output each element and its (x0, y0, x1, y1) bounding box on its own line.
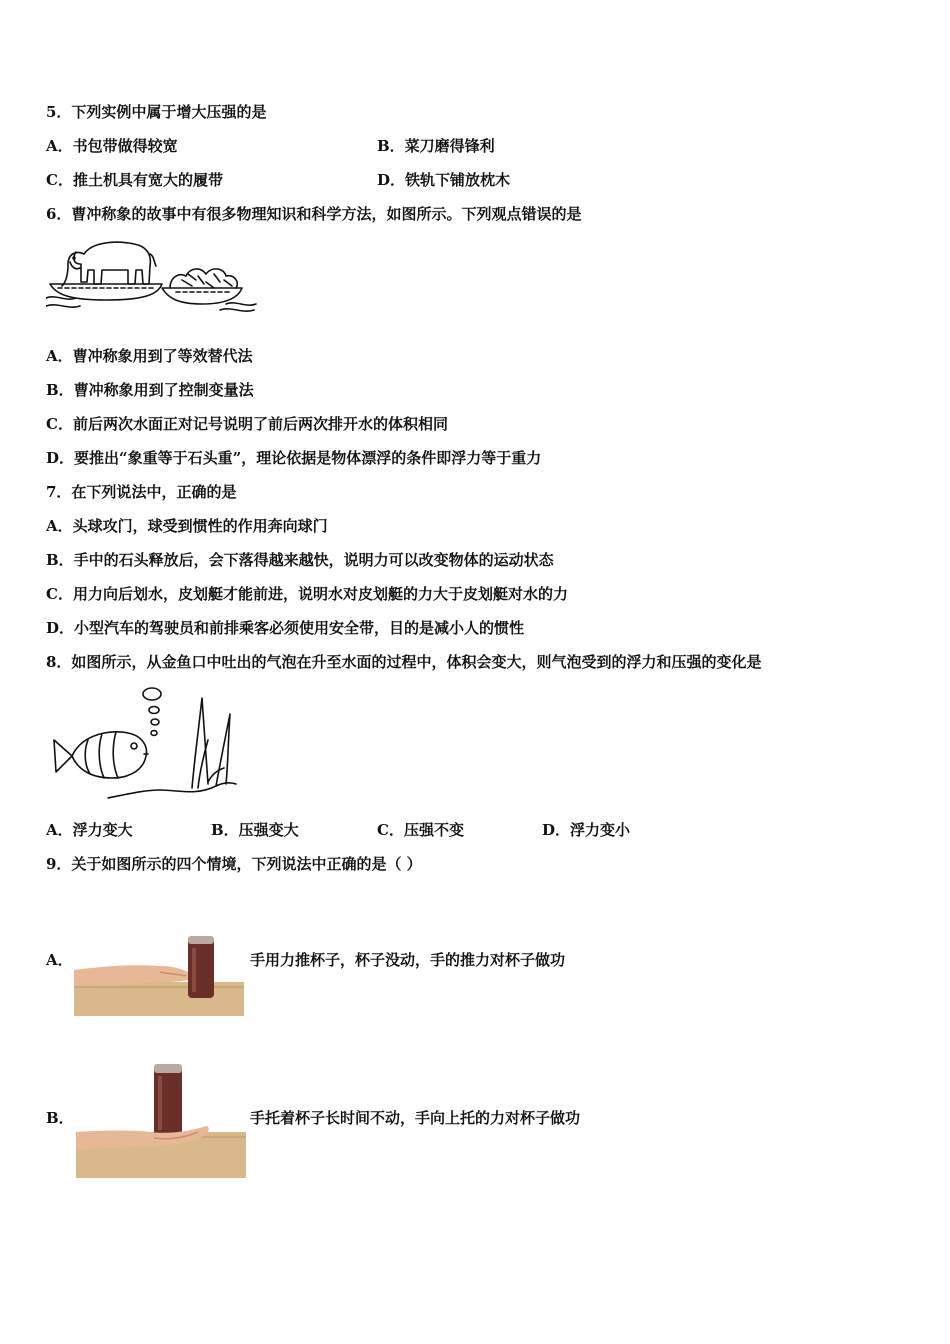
q7-option-c[interactable]: C．用力向后划水，皮划艇才能前进，说明水对皮划艇的力大于皮划艇对水的力 (46, 585, 568, 603)
q7-option-d[interactable]: D．小型汽车的驾驶员和前排乘客必须使用安全带，目的是减小人的惯性 (46, 619, 525, 637)
q5-option-a[interactable]: A．书包带做得较宽 (46, 137, 178, 155)
q6-option-d[interactable]: D．要推出“象重等于石头重”，理论依据是物体漂浮的条件即浮力等于重力 (46, 449, 542, 467)
goldfish-bubbles-figure (48, 684, 238, 804)
q8-option-c[interactable]: C．压强不变 (377, 821, 464, 839)
question-7-stem: 7．在下列说法中，正确的是 (46, 483, 237, 501)
hold-cup-photo (76, 1060, 246, 1178)
elephant-boat-figure (46, 232, 258, 314)
question-5-stem: 5．下列实例中属于增大压强的是 (46, 103, 267, 121)
q8-option-d[interactable]: D．浮力变小 (542, 821, 631, 839)
question-6-stem: 6．曹冲称象的故事中有很多物理知识和科学方法，如图所示。下列观点错误的是 (46, 205, 582, 223)
q5-option-d[interactable]: D．铁轨下铺放枕木 (377, 171, 511, 189)
q9-option-a-text: 手用力推杯子，杯子没动，手的推力对杯子做功 (250, 951, 566, 969)
q8-option-a[interactable]: A．浮力变大 (46, 821, 133, 839)
q6-option-b[interactable]: B．曹冲称象用到了控制变量法 (46, 381, 254, 399)
q7-option-b[interactable]: B．手中的石头释放后，会下落得越来越快，说明力可以改变物体的运动状态 (46, 551, 554, 569)
question-8-stem: 8．如图所示，从金鱼口中吐出的气泡在升至水面的过程中，体积会变大，则气泡受到的浮力和压强的变化是 (46, 653, 762, 671)
q9-option-b-text: 手托着杯子长时间不动，手向上托的力对杯子做功 (250, 1109, 581, 1127)
q7-option-a[interactable]: A．头球攻门，球受到惯性的作用奔向球门 (46, 517, 328, 535)
q6-option-a[interactable]: A．曹冲称象用到了等效替代法 (46, 347, 253, 365)
q9-option-b-letter[interactable]: B． (46, 1109, 74, 1127)
q8-option-b[interactable]: B．压强变大 (211, 821, 299, 839)
q9-option-a-letter[interactable]: A． (46, 951, 73, 969)
question-9-stem: 9．关于如图所示的四个情境，下列说法中正确的是（ ） (46, 855, 422, 873)
q5-option-b[interactable]: B．菜刀磨得锋利 (377, 137, 495, 155)
push-cup-photo (74, 934, 244, 1016)
q5-option-c[interactable]: C．推土机具有宽大的履带 (46, 171, 223, 189)
q6-option-c[interactable]: C．前后两次水面正对记号说明了前后两次排开水的体积相同 (46, 415, 448, 433)
